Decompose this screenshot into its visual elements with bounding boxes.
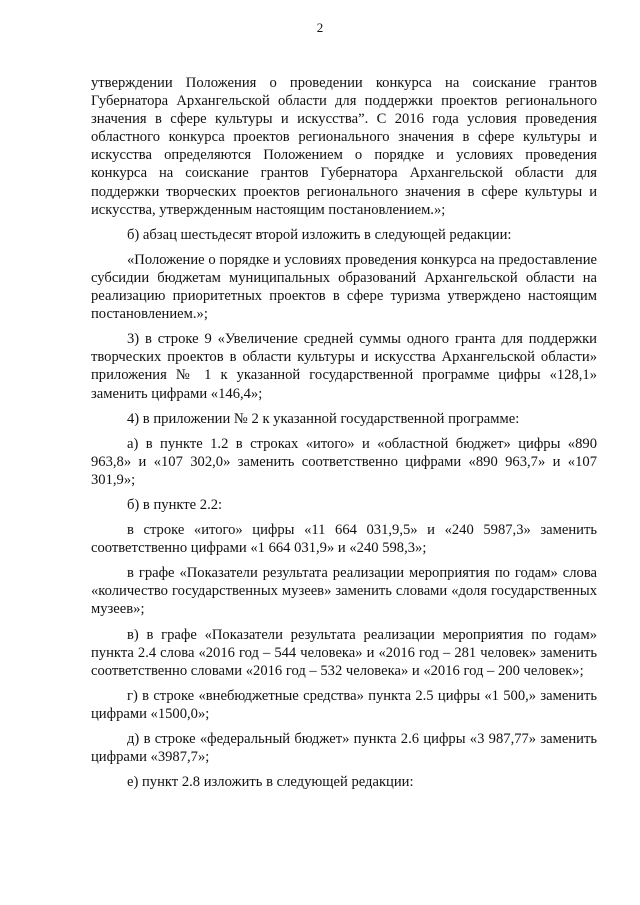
paragraph-item-4d: д) в строке «федеральный бюджет» пункта 2.6 цифры «3 987,77» заменить цифрами «3987,7»; (91, 731, 597, 766)
paragraph-item-4a: а) в пункте 1.2 в строках «итого» и «областной бюджет» цифры «890 963,8» и «107 302,0» заменить соответственно цифрами «890 963,7» и «107 301,9»; (91, 435, 597, 488)
paragraph-continuation: утверждении Положения о проведении конкурса на соискание грантов Губернатора Архангельской области для поддержки проектов регионального значения в сфере культуры и искусства”. С 2016 года условия проведения областного конкурса проектов регионального значения в сфере культуры и искусства определяются Положением о порядке и условиях проведения конкурса на соискание грантов Губернатора Архангельской области для поддержки творческих проектов регионального значения в сфере культуры и искусства, утвержденным настоящим постановлением.»; (91, 75, 597, 218)
page-number: 2 (316, 20, 324, 35)
paragraph-item-4v: в) в графе «Показатели результата реализации мероприятия по годам» пункта 2.4 слова «2016 год – 544 человека» и «2016 год – 281 человек» заменить соответственно словами «2016 год – 532 человека» и «2016 год – 200 человек»; (91, 626, 597, 679)
paragraph-item-4b-grafa: в графе «Показатели результата реализации мероприятия по годам» слова «количество государственных музеев» заменить словами «доля государственных музеев»; (91, 565, 597, 618)
paragraph-item-b-abzac: б) абзац шестьдесят второй изложить в следующей редакции: (127, 226, 512, 243)
paragraph-item-4b-itogo: в строке «итого» цифры «11 664 031,9,5» и «240 5987,3» заменить соответственно цифрами «1 664 031,9» и «240 598,3»; (91, 522, 597, 557)
paragraph-item-4: 4) в приложении № 2 к указанной государственной программе: (127, 410, 520, 427)
paragraph-item-4b: б) в пункте 2.2: (127, 496, 223, 513)
paragraph-item-4g: г) в строке «внебюджетные средства» пункта 2.5 цифры «1 500,» заменить цифрами «1500,0»; (91, 687, 597, 722)
paragraph-item-3: 3) в строке 9 «Увеличение средней суммы одного гранта для поддержки творческих проектов в области культуры и искусства Архангельской области» приложения № 1 к указанной государственной программе цифры «128,1» заменить цифрами «146,4»; (91, 331, 597, 402)
paragraph-item-4e: е) пункт 2.8 изложить в следующей редакции: (127, 774, 414, 791)
document-body (91, 74, 597, 798)
paragraph-quoted-provision: «Положение о порядке и условиях проведения конкурса на предоставление субсидии бюджетам муниципальных образований Архангельской области на реализацию приоритетных проектов в сфере туризма утверждено настоящим постановлением.»; (91, 251, 597, 323)
